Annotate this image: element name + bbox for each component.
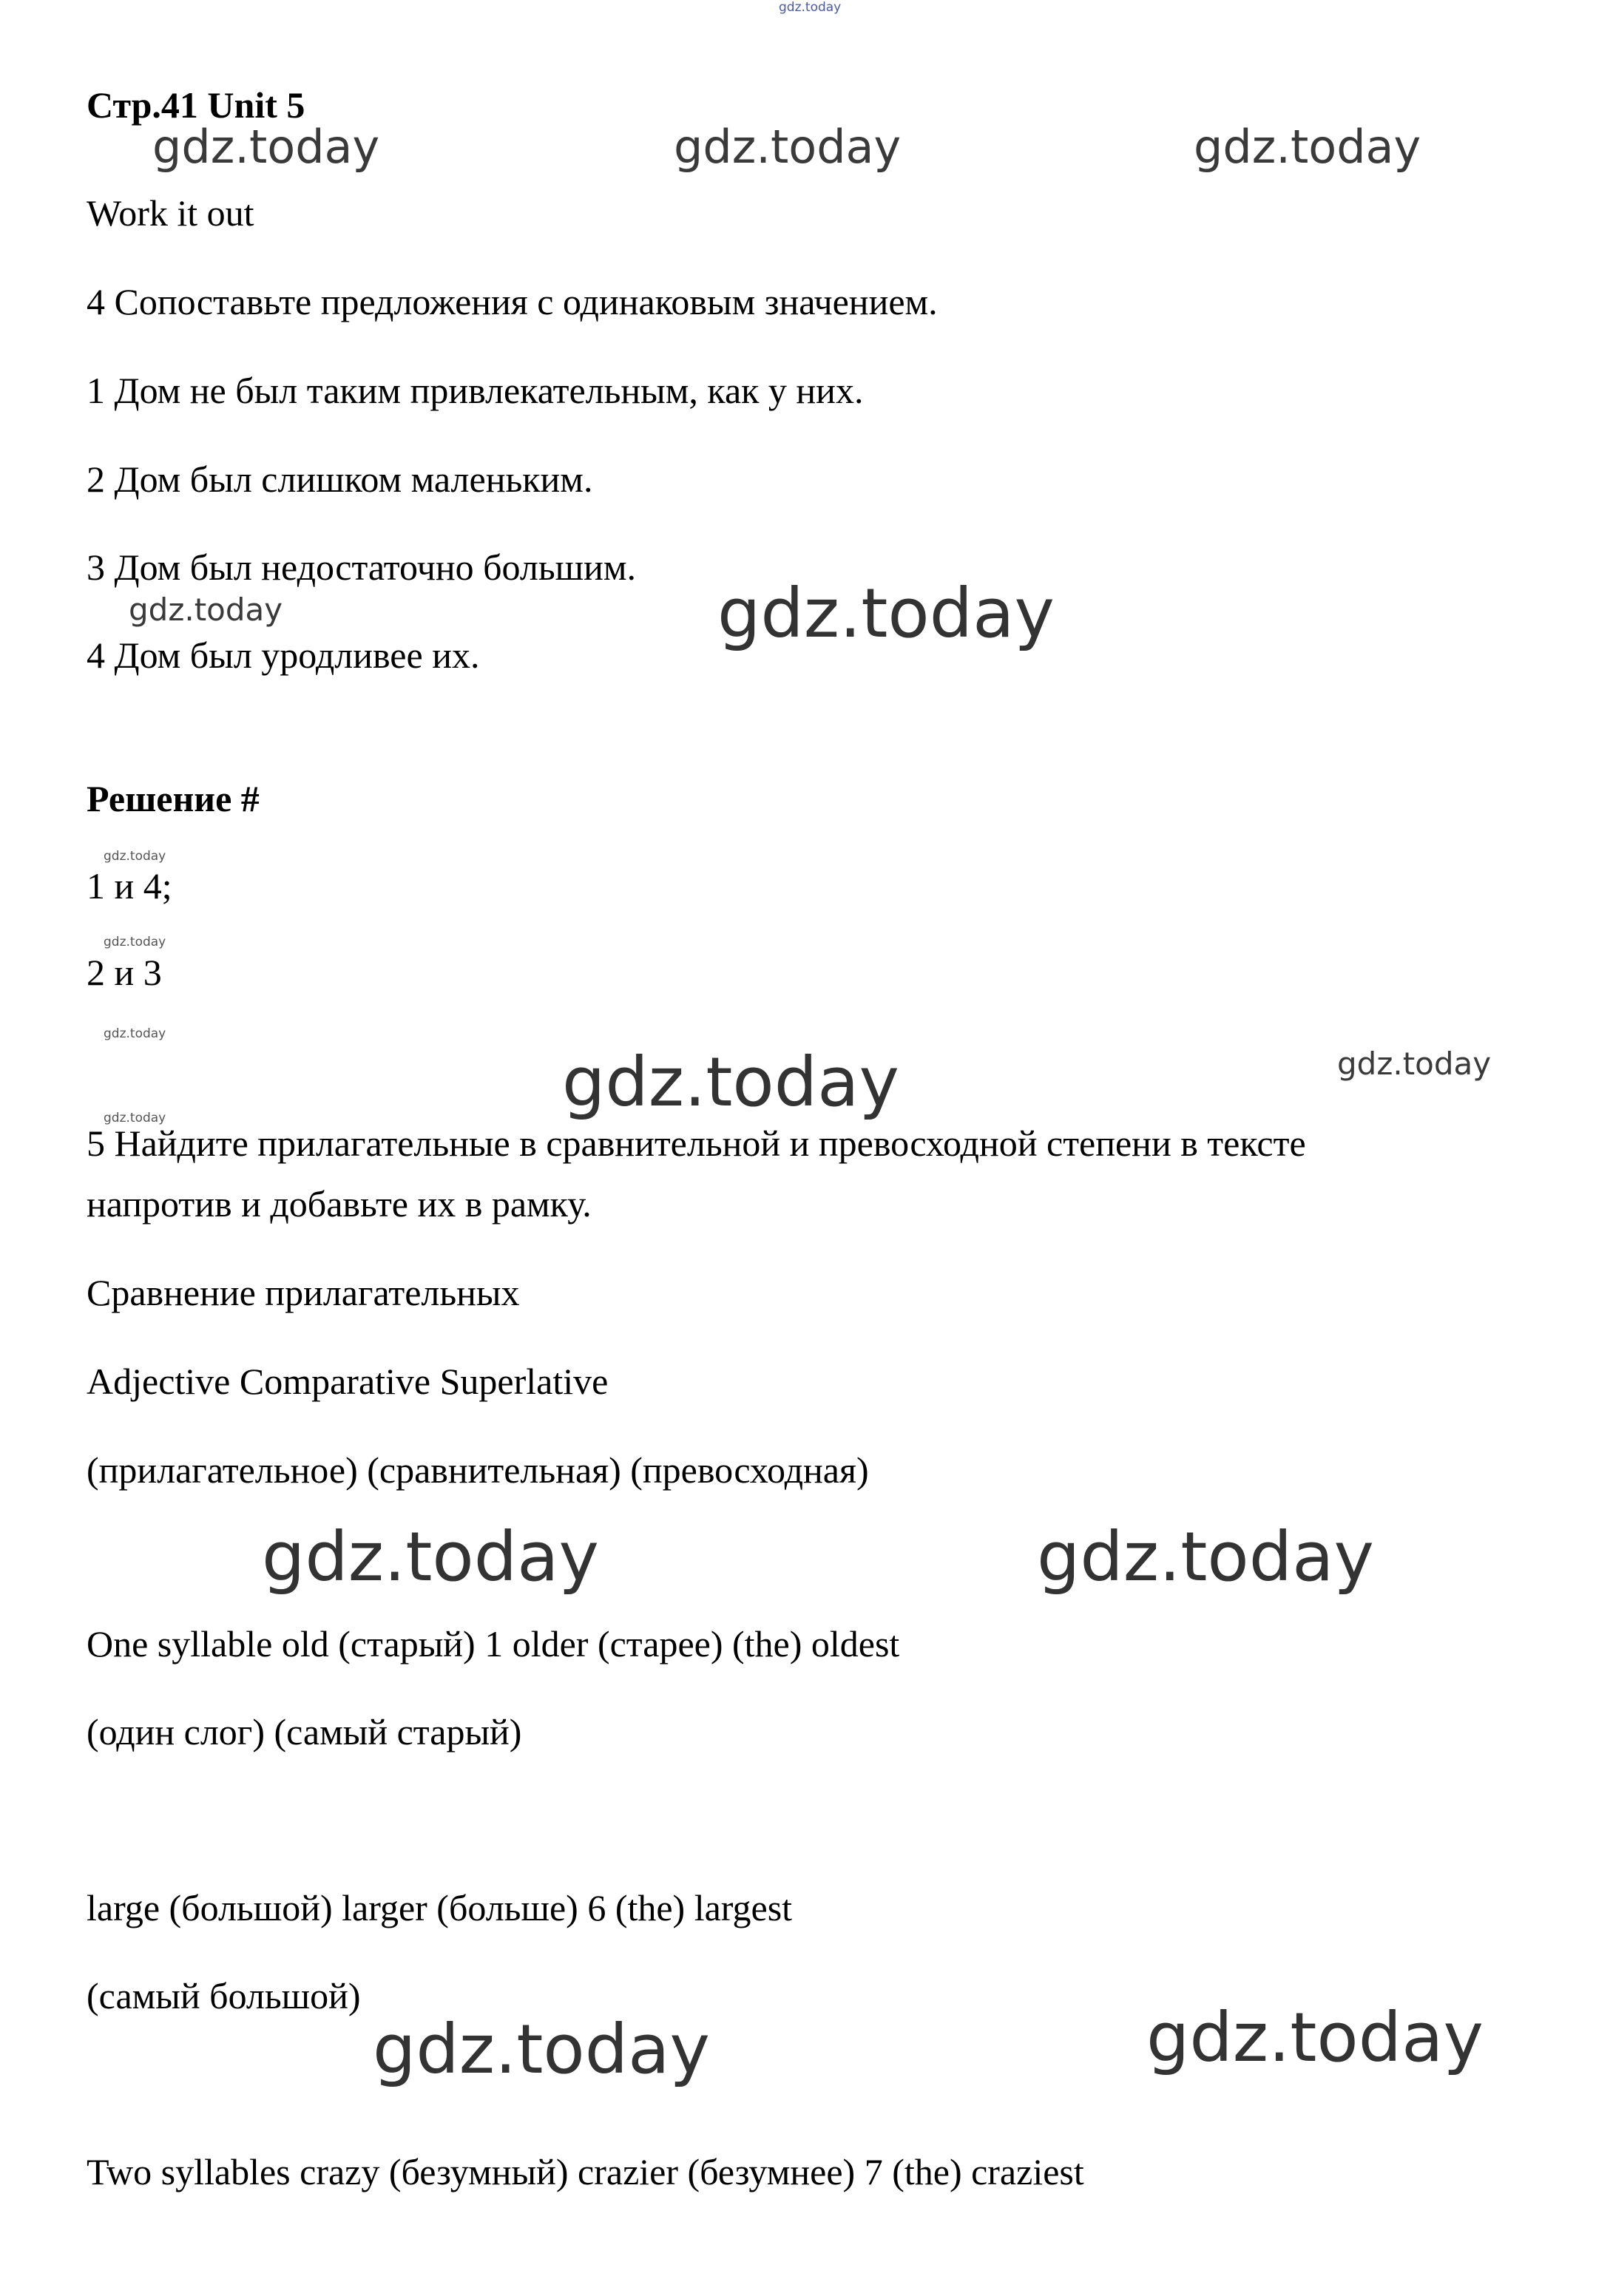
watermark: gdz.today <box>1194 120 1421 174</box>
watermark-small: gdz.today <box>104 849 166 864</box>
task5-prompt: напротив и добавьте их в рамку. <box>87 1183 592 1225</box>
page-title: Стр.41 Unit 5 <box>87 84 305 126</box>
solution-heading: Решение # <box>87 778 260 819</box>
watermark-small: gdz.today <box>104 1111 166 1125</box>
watermark: gdz.today <box>262 1517 599 1596</box>
watermark-top: gdz.today <box>779 0 842 15</box>
column-headers-ru: (прилагательное) (сравнительная) (превосходная) <box>87 1449 869 1491</box>
task4-item: 2 Дом был слишком маленьким. <box>87 458 593 500</box>
section-heading: Work it out <box>87 192 254 234</box>
box-title: Сравнение прилагательных <box>87 1272 520 1313</box>
watermark-small: gdz.today <box>104 935 166 949</box>
watermark: gdz.today <box>152 120 380 174</box>
table-row: One syllable old (старый) 1 older (старее) (the) oldest <box>87 1623 900 1665</box>
watermark: gdz.today <box>717 574 1055 653</box>
watermark-small: gdz.today <box>104 1026 166 1041</box>
task4-item: 3 Дом был недостаточно большим. <box>87 546 637 588</box>
watermark: gdz.today <box>1337 1046 1492 1082</box>
solution-answer: 1 и 4; <box>87 865 172 907</box>
table-row: Two syllables crazy (безумный) crazier (безумнее) 7 (the) craziest <box>87 2151 1084 2192</box>
watermark: gdz.today <box>129 592 283 628</box>
solution-answer: 2 и 3 <box>87 952 162 993</box>
column-headers: Adjective Comparative Superlative <box>87 1361 609 1402</box>
watermark: gdz.today <box>562 1043 899 1122</box>
task5-prompt: 5 Найдите прилагательные в сравнительной и превосходной степени в тексте <box>87 1122 1306 1164</box>
table-row: (один слог) (самый старый) <box>87 1711 522 1753</box>
task4-prompt: 4 Сопоставьте предложения с одинаковым значением. <box>87 281 938 322</box>
task4-item: 1 Дом не был таким привлекательным, как у них. <box>87 370 864 411</box>
table-row: large (большой) larger (больше) 6 (the) largest <box>87 1887 793 1928</box>
watermark: gdz.today <box>1146 1998 1484 2077</box>
watermark: gdz.today <box>1037 1517 1374 1596</box>
watermark: gdz.today <box>373 2010 710 2089</box>
table-row: (самый большой) <box>87 1975 361 2016</box>
watermark: gdz.today <box>674 120 902 174</box>
task4-item: 4 Дом был уродливее их. <box>87 634 480 676</box>
